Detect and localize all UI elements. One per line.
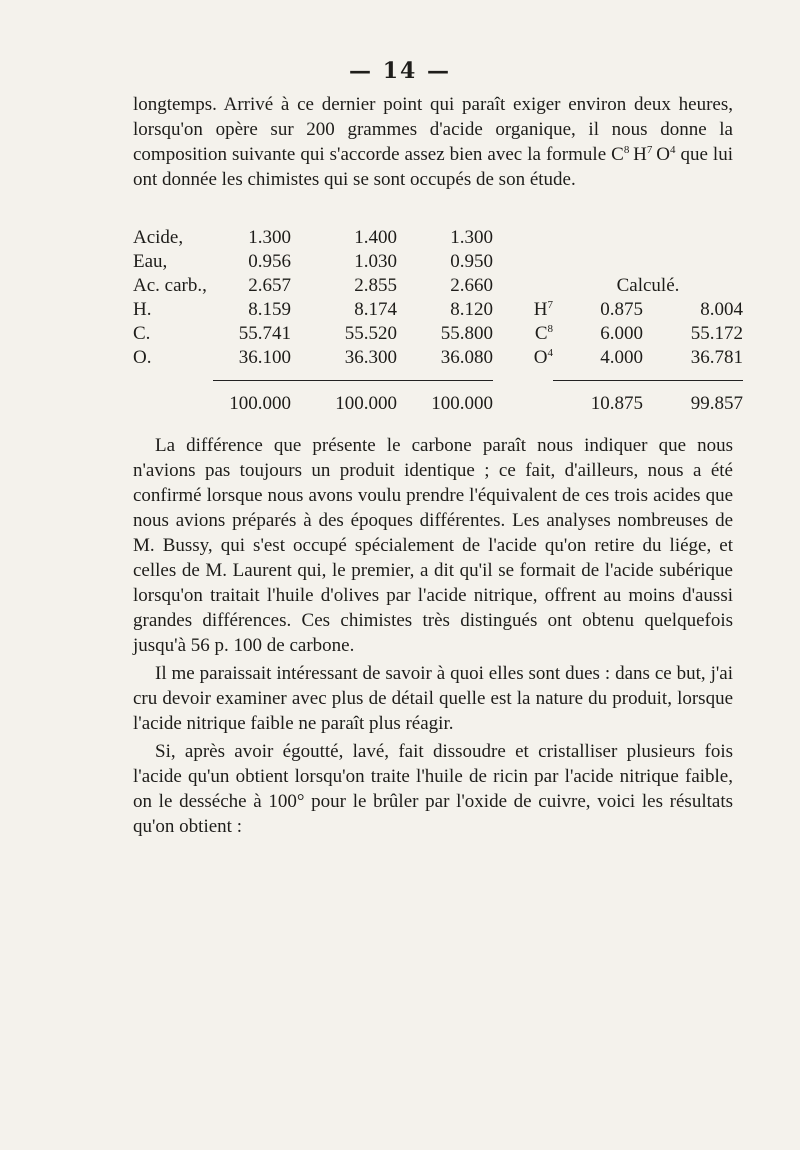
table-cell: 36.100 xyxy=(238,347,291,368)
table-cell: 36.080 xyxy=(440,347,493,368)
row-label: H. xyxy=(133,299,152,320)
table-cell: 0.956 xyxy=(248,251,291,272)
table-cell: 0.875 xyxy=(600,299,643,320)
table-cell: 1.300 xyxy=(248,227,291,248)
table-cell: 8.120 xyxy=(450,299,493,320)
table-cell: 8.159 xyxy=(248,299,291,320)
intro-text-end: que lui ont donnée les chimistes qui se sont occupés de son étude. xyxy=(133,144,733,190)
table-cell: 0.950 xyxy=(450,251,493,272)
table-cell: 2.660 xyxy=(450,275,493,296)
table-cell: 8.004 xyxy=(700,299,743,320)
table-cell: 55.520 xyxy=(344,323,397,344)
table-cell: 55.172 xyxy=(690,323,743,344)
total-cell: 100.000 xyxy=(431,393,493,414)
table-row xyxy=(133,226,743,250)
table-row xyxy=(133,274,743,298)
element-symbol: $O^4$ xyxy=(533,347,553,368)
table-cell: 2.855 xyxy=(354,275,397,296)
analysis-table xyxy=(133,226,743,415)
table-cell: 36.300 xyxy=(344,347,397,368)
chemical-formula: $C^8$ $H^7$ $O^4$ xyxy=(611,144,676,165)
table-cell: 55.800 xyxy=(440,323,493,344)
element-symbol: $C^8$ xyxy=(534,323,553,344)
intro-text-start: longtemps. Arrivé à ce dernier point qui paraît exiger environ deux heures, lorsqu'on opère sur 200 grammes d'acide organique, il nous donne la composition suivante qui s'accorde assez bien avec la formule xyxy=(133,94,733,165)
table-cell: 1.030 xyxy=(354,251,397,272)
table-row xyxy=(133,322,743,346)
row-label: Ac. carb., xyxy=(133,275,207,296)
table-row xyxy=(133,346,743,370)
element-symbol: $H^7$ xyxy=(533,299,553,320)
row-label: Eau, xyxy=(133,251,168,272)
total-cell: 100.000 xyxy=(229,393,291,414)
table-cell: 8.174 xyxy=(354,299,397,320)
body-text xyxy=(133,433,733,839)
total-cell: 10.875 xyxy=(590,393,643,414)
calculated-header: Calculé. xyxy=(616,275,680,296)
intro-paragraph xyxy=(133,92,733,192)
table-cell: 2.657 xyxy=(248,275,291,296)
paragraph-method: Si, après avoir égoutté, lavé, fait dissoudre et cristalliser plusieurs fois l'acide qu'un obtient lorsqu'on traite l'huile de ricin par l'acide nitrique faible, on le desséche à 100° pour le brûler par l'oxide de cuivre, voici les résultats qu'on obtient : xyxy=(133,741,733,837)
table-cell: 55.741 xyxy=(238,323,291,344)
table-cell: 36.781 xyxy=(690,347,743,368)
page-number: — 14 — xyxy=(349,58,451,84)
total-cell: 99.857 xyxy=(690,393,743,414)
paragraph-difference: La différence que présente le carbone paraît nous indiquer que nous n'avions pas toujours un produit identique ; ce fait, d'ailleurs, nous a été confirmé lorsque nous avons voulu prendre l'équivalent de ces trois acides que nous avions préparés à des époques différentes. Les analyses nombreuses de M. Bussy, qui s'est occupé spécialement de l'acide qu'on retire du liége, et celles de M. Laurent qui, le premier, a dit qu'il se formait de l'acide subérique lorsqu'on traitait l'huile d'olives par l'acide nitrique, offrent au moins d'aussi grandes différences. Ces chimistes très distingués ont obtenu quelquefois jusqu'à 56 p. 100 de carbone. xyxy=(133,435,733,656)
table-cell: 4.000 xyxy=(600,347,643,368)
row-label: O. xyxy=(133,347,152,368)
row-label: Acide, xyxy=(133,227,184,248)
totals-row xyxy=(133,381,743,416)
table-row xyxy=(133,250,743,274)
table-row xyxy=(133,298,743,322)
table-cell: 1.300 xyxy=(450,227,493,248)
sum-rule xyxy=(133,370,743,381)
row-label: C. xyxy=(133,323,151,344)
paragraph-interest: Il me paraissait intéressant de savoir à quoi elles sont dues : dans ce but, j'ai cru devoir examiner avec plus de détail quelle est la nature du produit, lorsque l'acide nitrique faible ne paraît plus réagir. xyxy=(133,663,733,734)
total-cell: 100.000 xyxy=(335,393,397,414)
table-cell: 1.400 xyxy=(354,227,397,248)
table-cell: 6.000 xyxy=(600,323,643,344)
